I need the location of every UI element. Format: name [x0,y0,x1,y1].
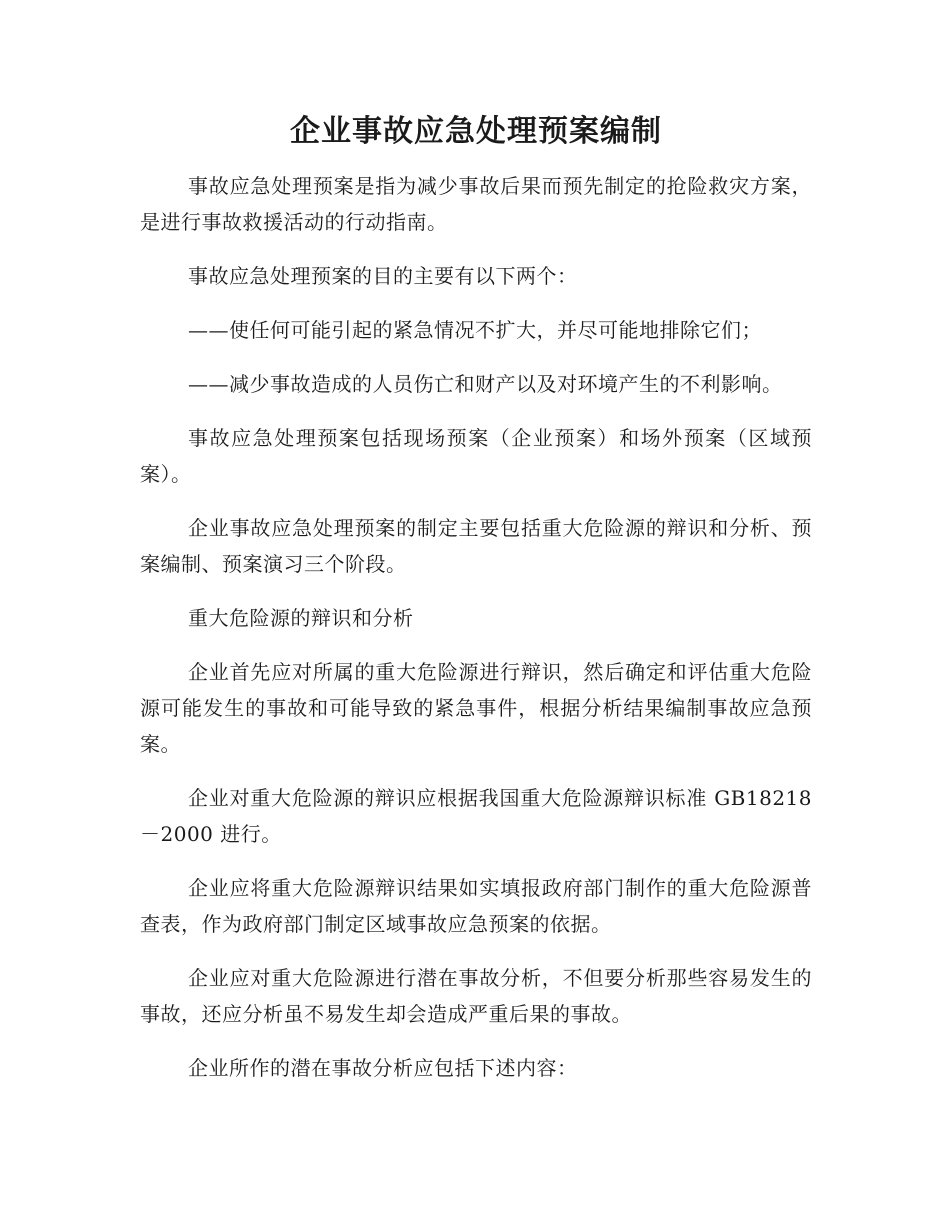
document-page [140,110,812,1104]
paragraph-accident-analysis: 企业应对重大危险源进行潜在事故分析，不但要分析那些容易发生的事故，还应分析虽不易发生却会造成严重后果的事故。 [140,966,812,1026]
document-title: 企业事故应急处理预案编制 [290,114,662,149]
paragraph-survey: 企业应将重大危险源辩识结果如实填报政府部门制作的重大危险源普查表，作为政府部门制定区域事故应急预案的依据。 [140,876,812,936]
paragraph-purpose-one: ——使任何可能引起的紧急情况不扩大，并尽可能地排除它们； [188,318,762,342]
paragraph-identification: 企业首先应对所属的重大危险源进行辩识，然后确定和评估重大危险源可能发生的事故和可能导致的紧急事件，根据分析结果编制事故应急预案。 [140,660,812,756]
paragraph-plan-types: 事故应急处理预案包括现场预案（企业预案）和场外预案（区域预案）。 [140,426,812,486]
paragraph-analysis-contents: 企业所作的潜在事故分析应包括下述内容： [188,1056,578,1080]
section-heading: 重大危险源的辩识和分析 [188,606,414,630]
paragraph-purpose-two: ——减少事故造成的人员伤亡和财产以及对环境产生的不利影响。 [188,372,783,396]
paragraph-standard: 企业对重大危险源的辩识应根据我国重大危险源辩识标准 GB18218－2000 进行。 [140,786,812,846]
paragraph-stages: 企业事故应急处理预案的制定主要包括重大危险源的辩识和分析、预案编制、预案演习三个阶段。 [140,516,812,576]
paragraph-definition: 事故应急处理预案是指为减少事故后果而预先制定的抢险救灾方案，是进行事故救援活动的行动指南。 [140,174,812,234]
paragraph-purpose-intro: 事故应急处理预案的目的主要有以下两个： [188,264,578,288]
